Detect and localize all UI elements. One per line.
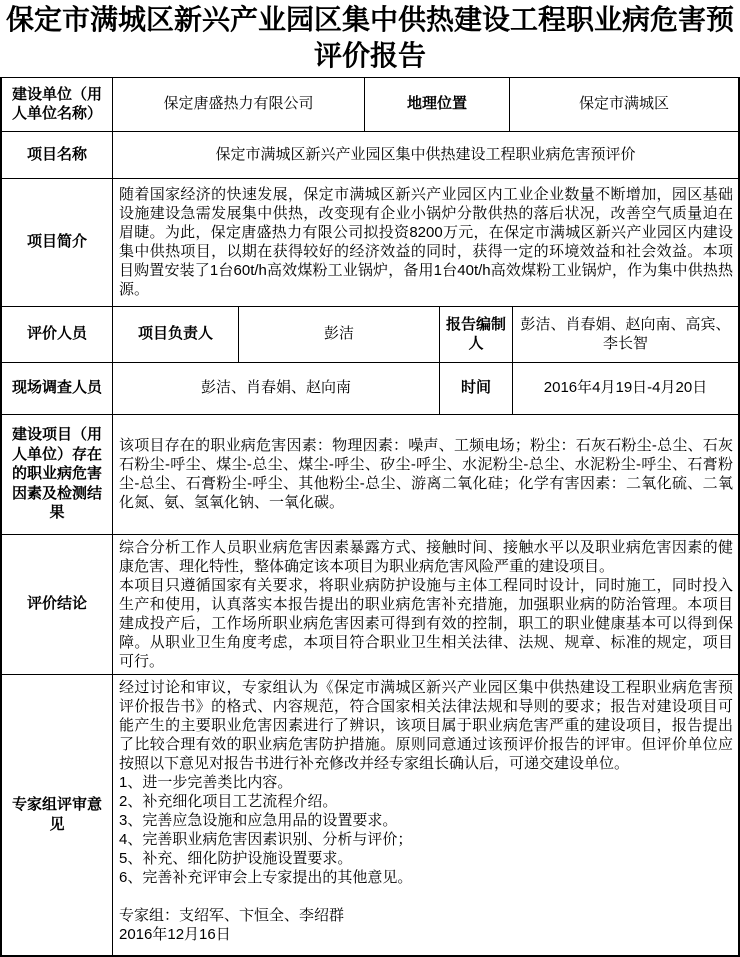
expert-opinions-paragraph: 经过讨论和审议，专家组认为《保定市满城区新兴产业园区集中供热建设工程职业病危害预评价报告书》的格式、内容规范，符合国家相关法律法规和导则的要求；报告对建设项目可能产生的主要职业危害因素进行了辨识，该项目属于职业病危害严重的建设项目，报告提出了比较合理有效的职业病危害防护措施。原则同意通过该预评价报告的评审。但评价单位应按照以下意见对报告书进行补充修改并经专家组长确认后，可递交建设单位。	[119, 678, 733, 772]
evaluation-personnel-label: 评价人员	[26, 325, 87, 343]
location-label: 地理位置	[364, 78, 509, 131]
expert-opinion-item: 1、进一步完善类比内容。	[119, 773, 293, 791]
hazard-factors-value	[112, 415, 738, 534]
evaluation-conclusion-label: 评价结论	[26, 595, 87, 613]
time-label: 时间	[439, 363, 512, 414]
row-construction-unit	[2, 78, 738, 131]
project-name-label: 项目名称	[26, 145, 87, 163]
expert-opinion-item: 2、补充细化项目工艺流程介绍。	[119, 792, 338, 810]
project-intro-paragraph: 随着国家经济的快速发展，保定市满城区新兴产业园区内工业企业数量不断增加，园区基础设施建设急需发展集中供热，改变现有企业小锅炉分散供热的落后状况，改善空气质量迫在眉睫。为此，保定唐盛热力有限公司拟投资8200万元，在保定市满城区新兴产业园区内建设集中供热项目，以期在获得较好的经济效益的同时，获得一定的环境效益和社会效益。本项目购置安装了1台60t/h高效煤粉工业锅炉，备用1台40t/h高效煤粉工业锅炉，作为集中供热热源。	[119, 186, 733, 299]
conclusion-paragraph-2: 本项目只遵循国家有关要求，将职业病防护设施与主体工程同时设计，同时施工，同时投入生产和使用，认真落实本报告提出的职业病危害补充措施，加强职业病的防治管理。本项目建成投产后，工作场所职业病危害因素可得到有效的控制，职工的职业健康基本可以得到保障。从职业卫生角度考虑，本项目符合职业卫生相关法律、法规、规章、标准的规定，项目可行。	[119, 576, 733, 670]
project-intro-label: 项目简介	[26, 233, 87, 251]
expert-group-signature: 专家组：支绍军、卞恒全、李绍群	[119, 906, 345, 924]
site-survey-value: 彭洁、肖春娟、赵向南	[112, 363, 439, 414]
row-site-survey	[2, 362, 738, 414]
report-editors-label: 报告编制人	[439, 307, 512, 362]
hazard-factors-label: 建设项目（用人单位）存在的职业病危害因素及检测结果	[11, 426, 102, 522]
row-evaluation-personnel	[2, 306, 738, 362]
project-leader-value: 彭洁	[238, 307, 439, 362]
construction-unit-value: 保定唐盛热力有限公司	[112, 78, 364, 131]
report-editors-value: 彭洁、肖春娟、赵向南、高宾、李长智	[512, 307, 738, 362]
expert-opinion-item: 3、完善应急设施和应急用品的设置要求。	[119, 811, 398, 829]
project-leader-label: 项目负责人	[112, 307, 238, 362]
row-hazard-factors	[2, 414, 738, 534]
construction-unit-label: 建设单位（用人单位名称）	[11, 85, 102, 123]
conclusion-paragraph-1: 综合分析工作人员职业病危害因素暴露方式、接触时间、接触水平以及职业病危害因素的健康危害、理化特性，整体确定该本项目为职业病危害风险严重的建设项目。	[119, 538, 733, 575]
site-survey-label: 现场调查人员	[11, 379, 102, 397]
row-evaluation-conclusion	[2, 534, 738, 674]
row-project-intro	[2, 178, 738, 306]
hazard-factors-paragraph: 该项目存在的职业病危害因素：物理因素：噪声、工频电场；粉尘：石灰石粉尘-总尘、石灰石粉尘-呼尘、煤尘-总尘、煤尘-呼尘、矽尘-呼尘、水泥粉尘-总尘、水泥粉尘-呼尘、石膏粉尘-总尘、石膏粉尘-呼尘、其他粉尘-总尘、游离二氧化硅；化学有害因素：二氧化硫、二氧化氮、氨、氢氧化钠、一氧化碳。	[119, 437, 733, 512]
report-title: 保定市满城区新兴产业园区集中供热建设工程职业病危害预评价报告	[5, 4, 734, 71]
location-value: 保定市满城区	[509, 78, 738, 131]
row-project-name	[2, 131, 738, 178]
expert-opinions-label: 专家组评审意见	[11, 796, 102, 833]
review-date: 2016年12月16日	[119, 925, 231, 943]
expert-opinion-item: 6、完善补充评审会上专家提出的其他意见。	[119, 868, 413, 886]
project-intro-value	[112, 179, 738, 306]
time-value: 2016年4月19日-4月20日	[512, 363, 738, 414]
evaluation-conclusion-value	[112, 535, 738, 674]
report-table	[0, 77, 740, 957]
row-expert-opinions	[2, 674, 738, 955]
project-name-value: 保定市满城区新兴产业园区集中供热建设工程职业病危害预评价	[112, 132, 738, 178]
expert-opinions-value	[112, 675, 738, 955]
expert-opinion-item: 4、完善职业病危害因素识别、分析与评价；	[119, 830, 413, 848]
expert-opinion-item: 5、补充、细化防护设施设置要求。	[119, 849, 353, 867]
